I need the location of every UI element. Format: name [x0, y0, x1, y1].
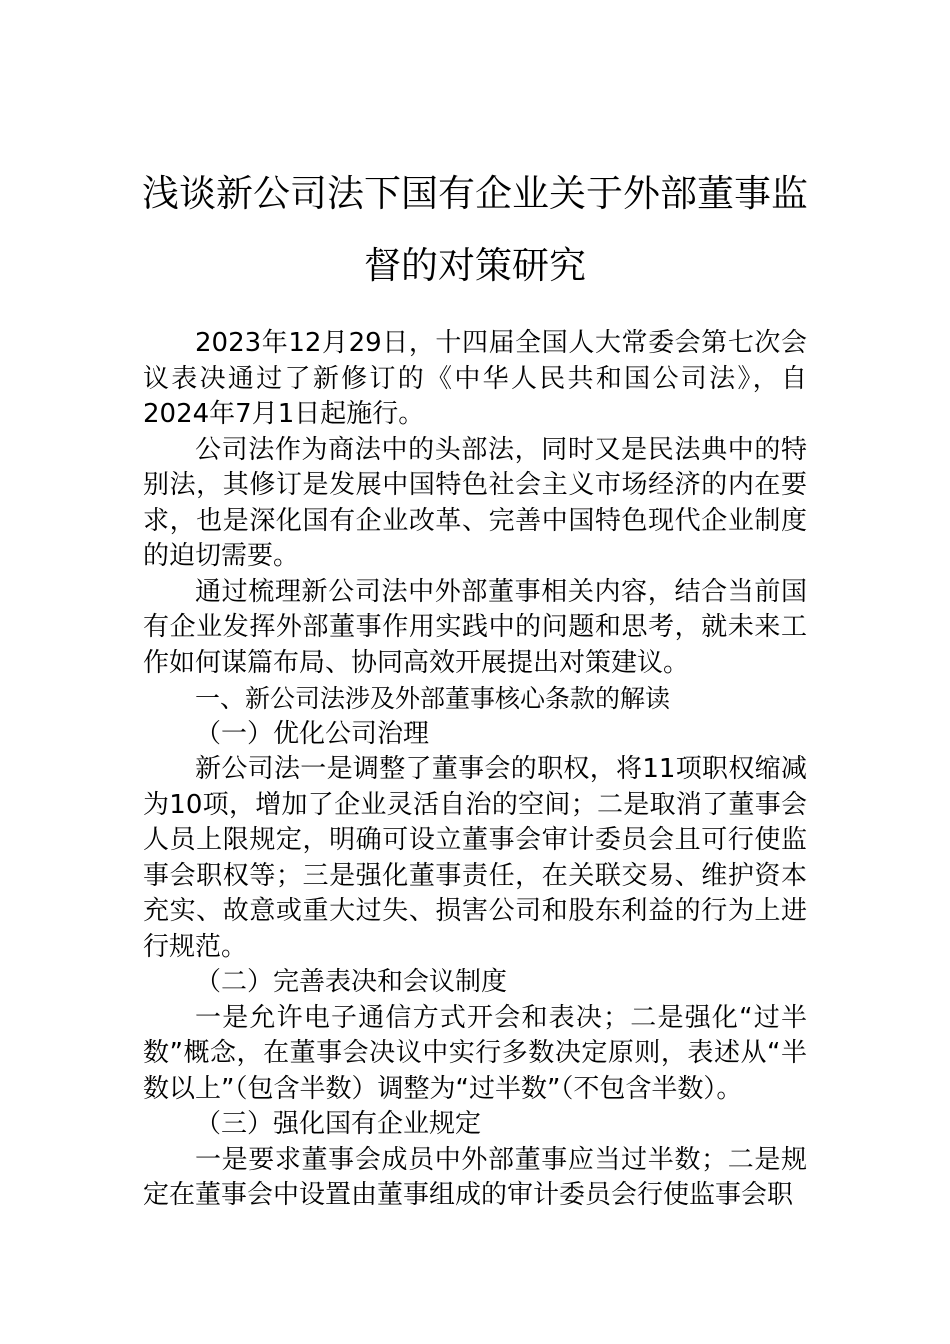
subsection-heading-2: （二）完善表决和会议制度	[195, 967, 508, 997]
section-heading-1: 一、新公司法涉及外部董事核心条款的解读	[195, 684, 671, 713]
paragraph-voting: 一是允许电子通信方式开会和表决；二是强化“过半数”概念，在董事会决议中实行多数决定原则，表述从“半数以上”（包含半数）调整为“过半数”（不包含半数）。	[143, 1002, 807, 1104]
document-body	[143, 326, 807, 1214]
document-title: 浅谈新公司法下国有企业关于外部董事监督的对策研究	[142, 172, 808, 287]
subsection-heading-1: （一）优化公司治理	[195, 718, 430, 749]
subsection-heading-3: （三）强化国有企业规定	[195, 1109, 482, 1139]
paragraph-intro: 2023年12月29日，十四届全国人大常委会第七次会议表决通过了新修订的《中华人民共和国公司法》，自2024年7月1日起施行。	[143, 328, 807, 429]
paragraph-purpose: 通过梳理新公司法中外部董事相关内容，结合当前国有企业发挥外部董事作用实践中的问题和思考，就未来工作如何谋篇布局、协同高效开展提出对策建议。	[143, 576, 807, 678]
paragraph-governance: 新公司法一是调整了董事会的职权，将11项职权缩减为10项，增加了企业灵活自治的空间；二是取消了董事会人员上限规定，明确可设立董事会审计委员会且可行使监事会职权等；三是强化董事责任，在关联交易、维护资本充实、故意或重大过失、损害公司和股东利益的行为上进行规范。	[143, 754, 807, 962]
paragraph-soe-rules: 一是要求董事会成员中外部董事应当过半数；二是规定在董事会中设置由董事组成的审计委员会行使监事会职	[143, 1144, 807, 1210]
paragraph-company-law-role: 公司法作为商法中的头部法，同时又是民法典中的特别法，其修订是发展中国特色社会主义市场经济的内在要求，也是深化国有企业改革、完善中国特色现代企业制度的迫切需要。	[143, 434, 807, 571]
